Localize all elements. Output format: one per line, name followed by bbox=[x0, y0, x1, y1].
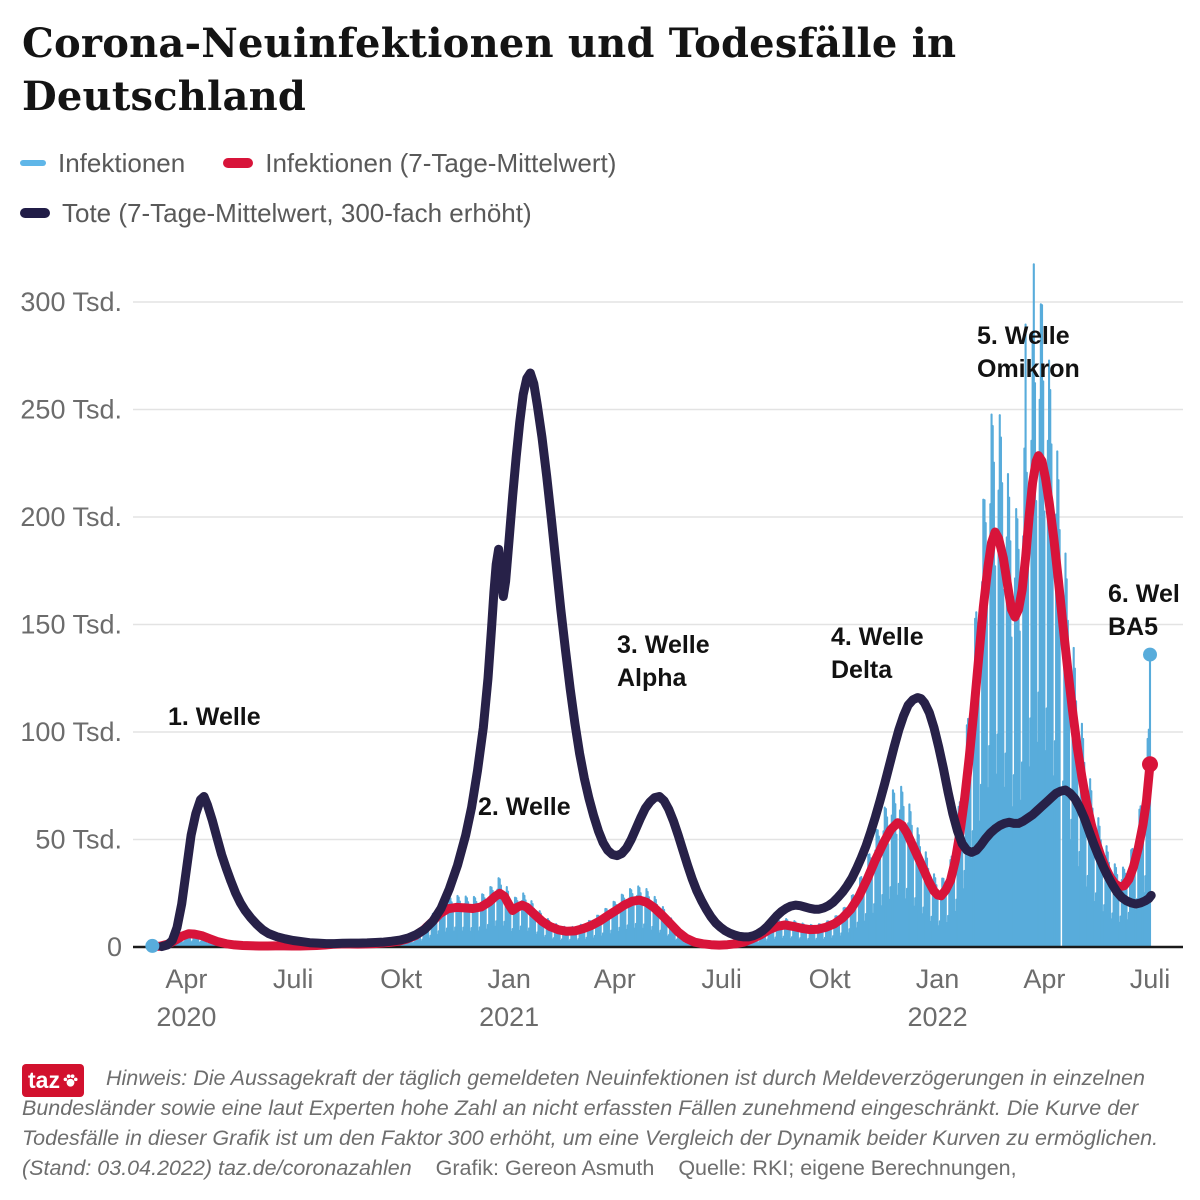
svg-text:Okt: Okt bbox=[808, 964, 851, 994]
footnote bbox=[22, 1063, 1167, 1183]
svg-text:2020: 2020 bbox=[156, 1002, 217, 1032]
svg-text:2022: 2022 bbox=[907, 1002, 968, 1032]
footnote-line: Bundesländer sowie eine laut Experten hohe Zahl an nicht erfassten Fällen zunehmend eingeschränkt. Die Kurve der bbox=[22, 1096, 1139, 1120]
footnote-line: Todesfälle in dieser Grafik ist um den Faktor 300 erhöht, um eine Vergleich der Dynamik beider Kurven zu ermöglichen. bbox=[22, 1126, 1159, 1150]
y-axis-labels bbox=[20, 287, 122, 962]
quelle-credit: Quelle: RKI; eigene Berechnungen, bbox=[678, 1156, 1017, 1180]
svg-text:300 Tsd.: 300 Tsd. bbox=[20, 287, 122, 317]
legend-label: Tote (7-Tage-Mittelwert, 300-fach erhöht) bbox=[62, 197, 532, 228]
legend-label: Infektionen (7-Tage-Mittelwert) bbox=[265, 147, 617, 178]
annotation-welle-1: 1. Welle bbox=[168, 703, 261, 731]
footnote-line: Hinweis: Die Aussagekraft der täglich gemeldeten Neuinfektionen ist durch Meldeverzögerungen in einzelnen bbox=[106, 1066, 1145, 1090]
taz-logo-text: taz bbox=[28, 1067, 60, 1093]
page-title-line1: Corona-Neuinfektionen und Todesfälle in bbox=[22, 20, 957, 67]
legend-label: Infektionen bbox=[58, 147, 186, 178]
svg-text:Apr: Apr bbox=[1023, 964, 1066, 994]
svg-text:Juli: Juli bbox=[1129, 964, 1171, 994]
annotation-welle-2: 2. Welle bbox=[478, 793, 571, 821]
svg-text:250 Tsd.: 250 Tsd. bbox=[20, 394, 122, 425]
footnote-line-credits bbox=[22, 1153, 1167, 1183]
svg-text:Jan: Jan bbox=[487, 964, 531, 994]
svg-text:Juli: Juli bbox=[272, 964, 314, 994]
svg-text:Jan: Jan bbox=[915, 964, 960, 994]
svg-text:100 Tsd.: 100 Tsd. bbox=[20, 717, 122, 747]
x-axis-labels bbox=[156, 964, 1170, 1032]
grafik-credit: Grafik: Gereon Asmuth bbox=[435, 1156, 655, 1180]
annotation-welle-4-delta: 4. Welle Delta bbox=[831, 623, 924, 684]
svg-text:Juli: Juli bbox=[701, 964, 742, 994]
svg-text:0: 0 bbox=[106, 932, 122, 962]
stand-note: (Stand: 03.04.2022) taz.de/coronazahlen bbox=[22, 1156, 412, 1180]
svg-text:200 Tsd.: 200 Tsd. bbox=[20, 502, 122, 532]
svg-text:2021: 2021 bbox=[479, 1002, 540, 1032]
svg-text:150 Tsd.: 150 Tsd. bbox=[20, 609, 122, 640]
page-title-line2: Deutschland bbox=[22, 72, 307, 120]
svg-text:Apr: Apr bbox=[165, 964, 208, 994]
svg-text:Apr: Apr bbox=[593, 964, 636, 994]
annotation-welle-6-ba5: 6. Wel BA5 bbox=[1108, 580, 1180, 641]
annotation-welle-5-omikron: 5. Welle Omikron bbox=[977, 322, 1080, 383]
svg-text:Okt: Okt bbox=[380, 964, 423, 994]
svg-text:50 Tsd.: 50 Tsd. bbox=[35, 824, 122, 855]
annotation-welle-3-alpha: 3. Welle Alpha bbox=[617, 631, 710, 692]
